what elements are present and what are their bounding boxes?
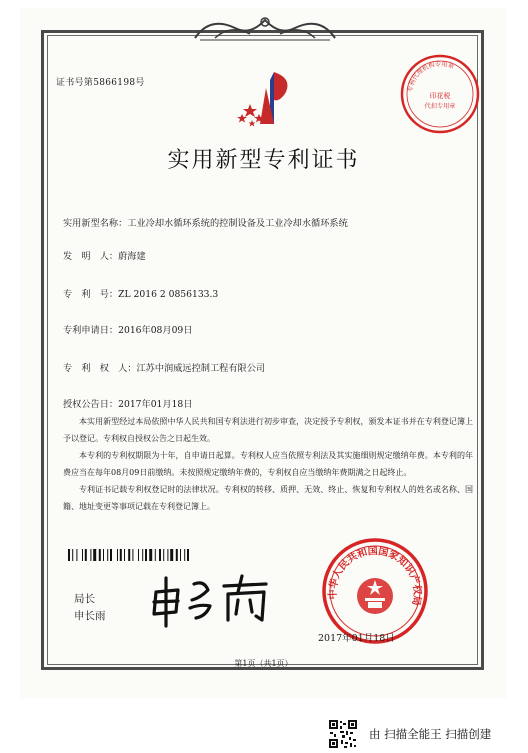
body-paragraph: 本专利的专利权期限为十年，自申请日起算。专利权人应当依照专利法及其实施细则规定缴纳年费。本专利的年费应当在每年08月09日前缴纳。未按照规定缴纳年费的，专利权自应当缴纳年费期满之日起终止。 (63, 451, 473, 477)
certificate-title: 实用新型专利证书 (167, 148, 360, 173)
patent-owner-row (63, 360, 265, 374)
certificate-number: 证书号第5866198号 (56, 78, 145, 88)
director-title: 局长 (74, 593, 95, 605)
director-signature (146, 570, 278, 628)
patent-number-row (63, 286, 218, 300)
utility-model-name-row (63, 215, 348, 229)
inventor-label: 发 明 人： (63, 251, 119, 262)
filing-date-row (63, 322, 192, 336)
filing-date-value: 2016年08月09日 (118, 325, 193, 336)
inventor-value: 蔚海建 (118, 251, 146, 262)
patent-number-value: ZL 2016 2 0856133.3 (118, 289, 219, 300)
qr-code-icon (328, 719, 358, 749)
official-seal-text: 中华人民共和国国家知识产权局 (327, 546, 423, 607)
body-paragraph: 本实用新型经过本局依照中华人民共和国专利法进行初步审查，决定授予专利权，颁发本证书并在专利登记簿上予以登记。专利权自授权公告之日起生效。 (63, 417, 473, 443)
seal-date: 2017年01月18日 (318, 633, 395, 644)
agency-seal-arc-text: 专利代理机构专用章 (406, 60, 455, 93)
agency-tax-seal (398, 52, 482, 136)
announcement-date-row (63, 396, 192, 410)
agency-seal-line2: 印花税 (429, 92, 451, 100)
patent-owner-label: 专 利 权 人： (63, 363, 137, 374)
announcement-date-value: 2017年01月18日 (118, 399, 193, 410)
page-number: 第1页（共1页） (234, 659, 293, 668)
utility-model-name-value: 工业冷却水循环系统的控制设备及工业冷却水循环系统 (127, 218, 348, 229)
utility-model-name-label: 实用新型名称： (63, 218, 128, 229)
announcement-date-label: 授权公告日： (63, 399, 119, 410)
scroll-ornament-icon (190, 10, 340, 44)
patent-owner-value: 江苏中润威远控制工程有限公司 (136, 363, 266, 374)
filing-date-label: 专利申请日： (63, 325, 119, 336)
cnipa-logo-icon (230, 68, 302, 128)
agency-seal-line3: 代扣专用章 (424, 103, 456, 110)
patent-certificate (20, 8, 507, 698)
certificate-body-text (63, 413, 473, 515)
director-name: 申长雨 (74, 610, 106, 622)
scanner-footer-text: 由 扫描全能王 扫描创建 (369, 727, 492, 741)
national-emblem-icon (357, 578, 393, 614)
barcode (68, 549, 246, 561)
body-paragraph: 专利证书记载专利权登记时的法律状况。专利权的转移、质押、无效、终止、恢复和专利权人的姓名或名称、国籍、地址变更等事项记载在专利登记簿上。 (63, 485, 473, 511)
svg-text:专利代理机构专用章 (406, 60, 455, 93)
patent-number-label: 专 利 号： (63, 289, 119, 300)
inventor-row (63, 248, 146, 262)
